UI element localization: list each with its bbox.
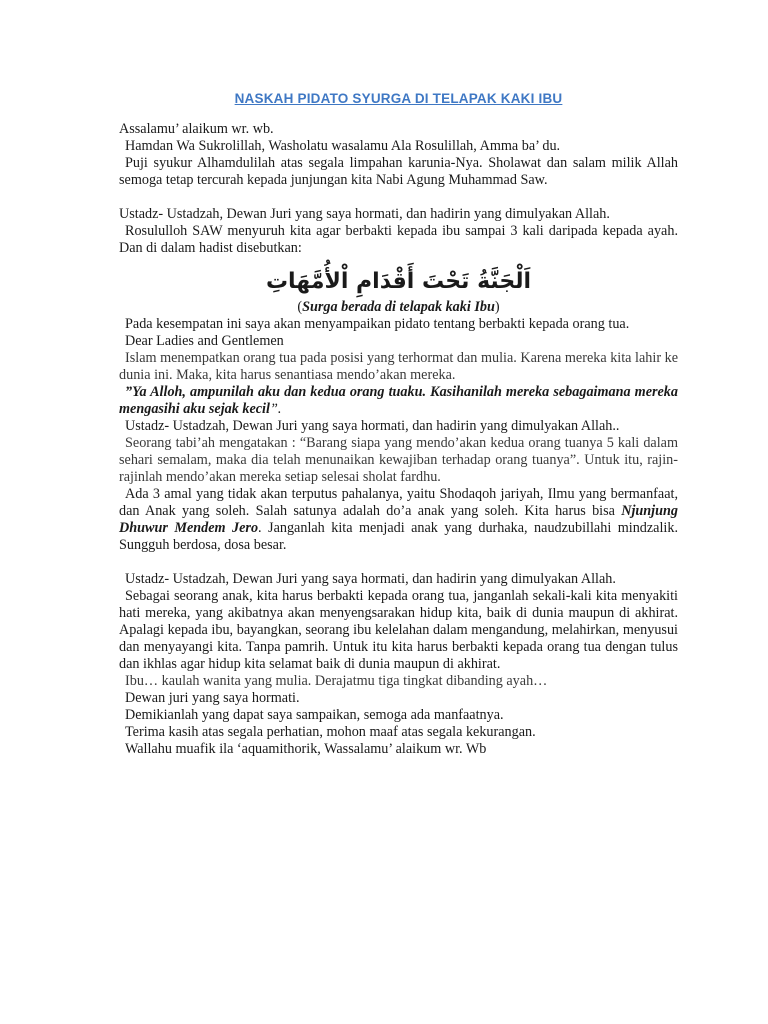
greeting: Assalamu’ alaikum wr. wb. xyxy=(119,121,274,137)
paragraph-terima-kasih: Terima kasih atas segala perhatian, mohon maaf atas segala kekurangan. xyxy=(125,724,536,740)
paragraph-rosululloh: Rosululloh SAW menyuruh kita agar berbakti kepada ibu sampai 3 kali daripada kepada ayah. Dan di dalam hadist disebutkan: xyxy=(119,223,678,256)
paragraph-islam: Islam menempatkan orang tua pada posisi yang terhormat dan mulia. Karena mereka kita lahir ke dunia ini. Maka, kita harus senantiasa mendo’akan mereka. xyxy=(119,350,678,383)
paragraph-tiga-amal: Ada 3 amal yang tidak akan terputus pahalanya, yaitu Shodaqoh jariyah, Ilmu yang bermanfaat, dan Anak yang soleh. Salah satunya adalah do’a anak yang soleh. Kita harus bisa Njunjung Dhuwur Mendem Jero. Janganlah kita menjadi anak yang durhaka, naudzubillahi mindzalik. Sungguh berdosa, dosa besar. xyxy=(119,486,679,553)
hadith-translation: (Surga berada di telapak kaki Ibu) xyxy=(297,299,500,315)
paragraph-demikian: Demikianlah yang dapat saya sampaikan, semoga ada manfaatnya. xyxy=(125,707,504,723)
paragraph-salutation-3: Ustadz- Ustadzah, Dewan Juri yang saya hormati, dan hadirin yang dimulyakan Allah. xyxy=(125,571,616,587)
paragraph-salutation-2: Ustadz- Ustadzah, Dewan Juri yang saya hormati, dan hadirin yang dimulyakan Allah.. xyxy=(125,418,620,434)
paragraph-closing: Wallahu muafik ila ‘aquamithorik, Wassalamu’ alaikum wr. Wb xyxy=(125,741,487,757)
paragraph-salutation-1: Ustadz- Ustadzah, Dewan Juri yang saya hormati, dan hadirin yang dimulyakan Allah. xyxy=(119,206,610,222)
paragraph-prayer-quote: ”Ya Alloh, ampunilah aku dan kedua orang tuaku. Kasihanilah mereka sebagaimana mereka mengasihi aku sejak kecil”. xyxy=(119,384,678,417)
paragraph-ibu: Ibu… kaulah wanita yang mulia. Derajatmu tiga tingkat dibanding ayah… xyxy=(125,673,548,689)
spacer xyxy=(119,554,678,571)
paragraph-kesempatan: Pada kesempatan ini saya akan menyampaikan pidato tentang berbakti kepada orang tua. xyxy=(125,316,630,332)
paragraph-puji-syukur: Puji syukur Alhamdulilah atas segala limpahan karunia-Nya. Sholawat dan salam milik Allah semoga tetap tercurah kepada junjungan kita Nabi Agung Muhammad Saw. xyxy=(119,155,678,188)
document-title: NASKAH PIDATO SYURGA DI TELAPAK KAKI IBU xyxy=(234,91,563,106)
document-body xyxy=(119,121,678,758)
paragraph-hamdan: Hamdan Wa Sukrolillah, Washolatu wasalamu Ala Rosulillah, Amma ba’ du. xyxy=(125,138,561,154)
paragraph-dewan-juri: Dewan juri yang saya hormati. xyxy=(125,690,300,706)
spacer xyxy=(119,189,678,206)
arabic-hadith: اَلْجَنَّةُ تَحْتَ أَقْدَامِ اْلأُمَّهَاتِ xyxy=(265,269,532,294)
paragraph-dear-ladies: Dear Ladies and Gentlemen xyxy=(125,333,284,349)
paragraph-tabiah: Seorang tabi’ah mengatakan : “Barang siapa yang mendo’akan kedua orang tuanya 5 kali dalam sehari semalam, maka dia telah menunaikan kewajiban terhadap orang tuanya”. Untuk itu, rajin-rajinlah mendo’akan mereka setiap selesai sholat fardhu. xyxy=(119,435,678,485)
paragraph-sebagai-anak: Sebagai seorang anak, kita harus berbakti kepada orang tua, janganlah sekali-kali kita menyakiti hati mereka, yang akibatnya akan menyengsarakan hidup kita, baik di dunia maupun di akhirat. Apalagi kepada ibu, bayangkan, seorang ibu kelelahan dalam mengandung, melahirkan, menyusui dan menyayangi kita. Tanpa pamrih. Untuk itu kita harus berbakti kepada orang tua dengan tulus dan ikhlas agar hidup kita selamat baik di dunia maupun di akhirat. xyxy=(119,588,678,672)
